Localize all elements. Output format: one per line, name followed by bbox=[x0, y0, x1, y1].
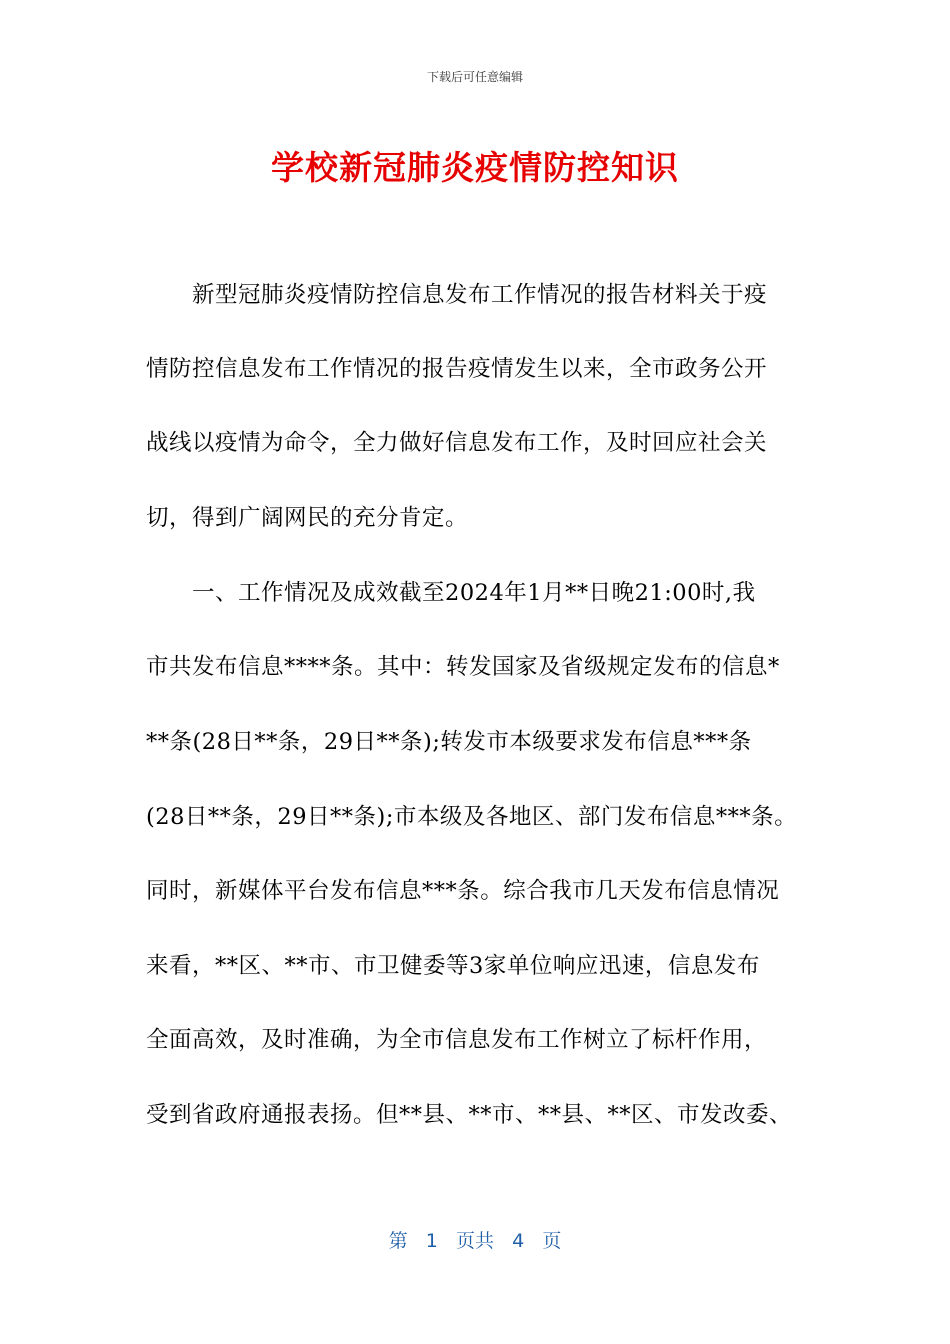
paragraph-line: 受到省政府通报表扬。但**县、**市、**县、**区、市发改委、 bbox=[146, 1102, 793, 1128]
paragraph-line: 市共发布信息****条。其中：转发国家及省级规定发布的信息* bbox=[146, 654, 780, 680]
paragraph-line: 来看，**区、**市、市卫健委等3家单位响应迅速，信息发布 bbox=[146, 953, 760, 979]
page-label-suffix: 页 bbox=[542, 1230, 562, 1252]
document-title: 学校新冠肺炎疫情防控知识 bbox=[271, 148, 679, 187]
page-total: 4 bbox=[512, 1230, 525, 1252]
paragraph-line: 战线以疫情为命令，全力做好信息发布工作，及时回应社会关 bbox=[146, 430, 768, 456]
paragraph-line: 一、工作情况及成效截至2024年1月**日晚21:00时,我 bbox=[146, 580, 756, 606]
page-current: 1 bbox=[425, 1230, 438, 1252]
paragraph-line: 全面高效，及时准确，为全市信息发布工作树立了标杆作用， bbox=[146, 1027, 768, 1053]
paragraph-line: 新型冠肺炎疫情防控信息发布工作情况的报告材料关于疫 bbox=[146, 282, 768, 308]
header-note: 下载后可任意编辑 bbox=[426, 70, 523, 84]
paragraph-line: 情防控信息发布工作情况的报告疫情发生以来，全市政务公开 bbox=[146, 356, 768, 382]
paragraph-line: 同时，新媒体平台发布信息***条。综合我市几天发布信息情况 bbox=[146, 878, 780, 904]
page-number-footer bbox=[0, 1226, 950, 1253]
page-label-mid: 页共 bbox=[455, 1230, 494, 1252]
paragraph-line: (28日**条，29日**条);市本级及各地区、部门发布信息***条。 bbox=[146, 804, 798, 830]
page-label-prefix: 第 bbox=[388, 1230, 408, 1252]
paragraph-line: 切，得到广阔网民的充分肯定。 bbox=[146, 505, 469, 531]
paragraph-line: **条(28日**条，29日**条);转发市本级要求发布信息***条 bbox=[146, 729, 752, 755]
